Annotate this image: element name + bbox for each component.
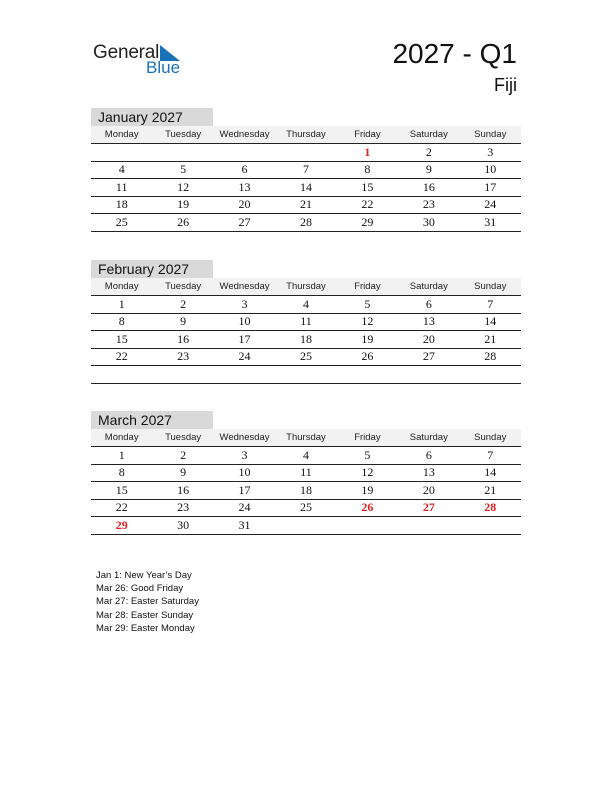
weekday-header: Wednesday (214, 278, 275, 296)
day-cell: 27 (398, 499, 459, 517)
weekday-header: Friday (337, 278, 398, 296)
day-cell: 9 (152, 464, 213, 482)
day-cell (214, 144, 275, 162)
week-row (91, 482, 521, 500)
page-title: 2027 - Q1 (392, 38, 517, 69)
logo-general-text: General (93, 42, 160, 63)
day-cell: 6 (214, 161, 275, 179)
day-cell: 3 (460, 144, 521, 162)
day-cell: 24 (460, 196, 521, 214)
day-cell: 27 (214, 214, 275, 232)
day-cell (152, 144, 213, 162)
day-cell: 22 (91, 348, 152, 366)
month-february (91, 260, 521, 384)
day-cell: 4 (275, 296, 336, 314)
day-cell: 18 (275, 331, 336, 349)
weekday-header-row (91, 278, 521, 296)
weekday-header: Monday (91, 278, 152, 296)
day-cell: 27 (398, 348, 459, 366)
weekday-header: Thursday (275, 429, 336, 447)
day-cell: 22 (91, 499, 152, 517)
day-cell: 7 (460, 447, 521, 465)
day-cell: 31 (460, 214, 521, 232)
day-cell: 15 (91, 482, 152, 500)
day-cell: 29 (91, 517, 152, 535)
day-cell: 14 (460, 313, 521, 331)
week-row (91, 179, 521, 197)
day-cell: 12 (152, 179, 213, 197)
calendar-grid (91, 126, 521, 232)
day-cell: 6 (398, 296, 459, 314)
day-cell: 28 (460, 348, 521, 366)
day-cell: 5 (337, 296, 398, 314)
day-cell: 18 (275, 482, 336, 500)
holiday-item: Jan 1: New Year’s Day (96, 570, 192, 581)
day-cell: 15 (91, 331, 152, 349)
weekday-header: Saturday (398, 278, 459, 296)
month-label: February 2027 (91, 260, 213, 278)
day-cell: 14 (275, 179, 336, 197)
weekday-header: Saturday (398, 126, 459, 144)
day-cell: 5 (337, 447, 398, 465)
day-cell: 1 (91, 296, 152, 314)
day-cell: 15 (337, 179, 398, 197)
day-cell: 6 (398, 447, 459, 465)
weekday-header: Friday (337, 126, 398, 144)
day-cell: 9 (398, 161, 459, 179)
week-row (91, 499, 521, 517)
week-row (91, 161, 521, 179)
weekday-header: Saturday (398, 429, 459, 447)
day-cell: 2 (152, 447, 213, 465)
month-january (91, 108, 521, 232)
day-cell: 12 (337, 464, 398, 482)
day-cell: 4 (91, 161, 152, 179)
weekday-header: Friday (337, 429, 398, 447)
day-cell: 16 (152, 331, 213, 349)
day-cell: 2 (152, 296, 213, 314)
day-cell: 20 (398, 331, 459, 349)
week-row (91, 144, 521, 162)
day-cell (460, 517, 521, 535)
month-label: March 2027 (91, 411, 213, 429)
week-row (91, 517, 521, 535)
day-cell: 10 (214, 313, 275, 331)
day-cell: 12 (337, 313, 398, 331)
holiday-item: Mar 29: Easter Monday (96, 622, 195, 634)
day-cell (214, 366, 275, 384)
day-cell: 8 (337, 161, 398, 179)
holiday-item: Mar 28: Easter Sunday (96, 609, 194, 621)
day-cell: 22 (337, 196, 398, 214)
month-label: January 2027 (91, 108, 213, 126)
day-cell (91, 144, 152, 162)
day-cell (275, 366, 336, 384)
day-cell (152, 366, 213, 384)
day-cell: 11 (275, 313, 336, 331)
day-cell: 31 (214, 517, 275, 535)
weekday-header: Wednesday (214, 429, 275, 447)
day-cell: 25 (275, 348, 336, 366)
day-cell: 1 (91, 447, 152, 465)
day-cell (398, 366, 459, 384)
week-row (91, 214, 521, 232)
week-row (91, 296, 521, 314)
day-cell (275, 144, 336, 162)
week-row (91, 348, 521, 366)
day-cell: 19 (337, 482, 398, 500)
day-cell: 25 (275, 499, 336, 517)
day-cell: 30 (152, 517, 213, 535)
week-row (91, 464, 521, 482)
day-cell: 1 (337, 144, 398, 162)
calendar-grid (91, 429, 521, 535)
weekday-header: Thursday (275, 126, 336, 144)
day-cell: 7 (460, 296, 521, 314)
holiday-item: Mar 27: Easter Saturday (96, 596, 199, 608)
weekday-header: Monday (91, 429, 152, 447)
holiday-list (96, 569, 199, 635)
weekday-header: Sunday (460, 278, 521, 296)
weekday-header: Tuesday (152, 278, 213, 296)
day-cell: 23 (152, 348, 213, 366)
weekday-header-row (91, 429, 521, 447)
day-cell: 21 (460, 482, 521, 500)
day-cell: 2 (398, 144, 459, 162)
day-cell: 11 (91, 179, 152, 197)
day-cell: 7 (275, 161, 336, 179)
day-cell: 17 (214, 331, 275, 349)
day-cell: 3 (214, 296, 275, 314)
day-cell: 20 (214, 196, 275, 214)
day-cell: 13 (398, 313, 459, 331)
calendar-grid (91, 278, 521, 384)
day-cell: 26 (152, 214, 213, 232)
day-cell: 29 (337, 214, 398, 232)
day-cell (275, 517, 336, 535)
logo (93, 42, 193, 78)
day-cell: 14 (460, 464, 521, 482)
day-cell: 23 (152, 499, 213, 517)
day-cell: 4 (275, 447, 336, 465)
day-cell: 17 (214, 482, 275, 500)
week-row (91, 331, 521, 349)
day-cell: 13 (214, 179, 275, 197)
weekday-header: Sunday (460, 126, 521, 144)
week-row (91, 196, 521, 214)
weekday-header: Monday (91, 126, 152, 144)
weekday-header: Thursday (275, 278, 336, 296)
logo-blue-text: Blue (146, 58, 181, 77)
day-cell: 11 (275, 464, 336, 482)
weekday-header: Tuesday (152, 126, 213, 144)
day-cell: 10 (214, 464, 275, 482)
week-row (91, 447, 521, 465)
weekday-header-row (91, 126, 521, 144)
day-cell: 16 (398, 179, 459, 197)
day-cell: 26 (337, 348, 398, 366)
day-cell: 28 (275, 214, 336, 232)
day-cell: 13 (398, 464, 459, 482)
day-cell: 21 (460, 331, 521, 349)
week-row (91, 366, 521, 384)
month-march (91, 411, 521, 535)
day-cell: 20 (398, 482, 459, 500)
day-cell: 25 (91, 214, 152, 232)
day-cell: 9 (152, 313, 213, 331)
day-cell (91, 366, 152, 384)
day-cell: 26 (337, 499, 398, 517)
weekday-header: Wednesday (214, 126, 275, 144)
day-cell: 8 (91, 313, 152, 331)
week-row (91, 313, 521, 331)
day-cell: 16 (152, 482, 213, 500)
day-cell (398, 517, 459, 535)
country-name: Fiji (494, 75, 517, 95)
day-cell (337, 517, 398, 535)
day-cell: 3 (214, 447, 275, 465)
day-cell: 30 (398, 214, 459, 232)
day-cell: 18 (91, 196, 152, 214)
holiday-item: Mar 26: Good Friday (96, 583, 184, 595)
day-cell: 21 (275, 196, 336, 214)
weekday-header: Tuesday (152, 429, 213, 447)
day-cell: 24 (214, 499, 275, 517)
day-cell: 19 (337, 331, 398, 349)
day-cell: 23 (398, 196, 459, 214)
day-cell (460, 366, 521, 384)
day-cell: 19 (152, 196, 213, 214)
day-cell: 17 (460, 179, 521, 197)
day-cell: 5 (152, 161, 213, 179)
day-cell: 10 (460, 161, 521, 179)
day-cell (337, 366, 398, 384)
day-cell: 8 (91, 464, 152, 482)
weekday-header: Sunday (460, 429, 521, 447)
day-cell: 24 (214, 348, 275, 366)
day-cell: 28 (460, 499, 521, 517)
